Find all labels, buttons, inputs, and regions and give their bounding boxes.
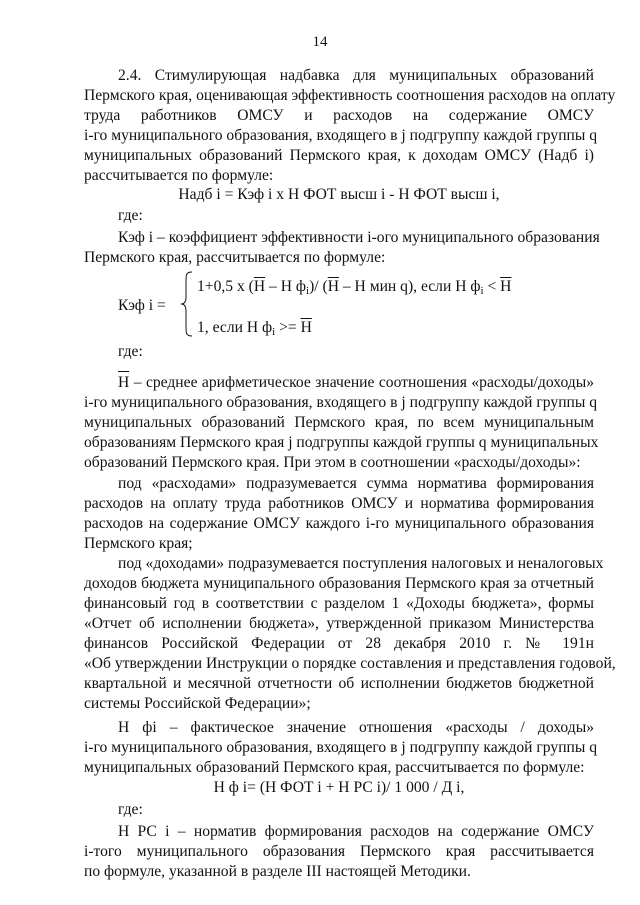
text-line: Пермского края, рассчитывается по формуле: — [84, 249, 386, 266]
text-line: финансов Российской Федерации от 28 декабря 2010 г. № 191н — [84, 635, 594, 652]
text-line: Кэф i – коэффициент эффективности i-ого муниципального образования — [118, 229, 600, 246]
text-line: образований Пермского края. При этом в соотношении «расходы/доходы»: — [84, 454, 581, 471]
text-line: системы Российской Федерации»; — [84, 695, 311, 712]
text-line: квартальной и месячной отчетности об исполнении бюджетов бюджетной — [84, 675, 594, 692]
text-line: под «расходами» подразумевается сумма норматива формирования — [118, 475, 594, 492]
where-label: где: — [118, 207, 143, 224]
mean-h: Н — [300, 319, 312, 336]
mean-h: Н — [253, 278, 266, 295]
text-line: Н фi – фактическое значение отношения «расходы / доходы» — [118, 719, 594, 736]
text-line: по формуле, указанной в разделе III настоящей Методики. — [84, 863, 471, 880]
text-line: i-го муниципального образования, входящего в j подгруппу каждой группы q — [84, 739, 598, 756]
text-line: Пермского края, оценивающая эффективность соотношения расходов на оплату — [84, 87, 616, 104]
text-line: «Об утверждении Инструкции о порядке составления и представления годовой, — [84, 655, 616, 672]
text-line: доходов бюджета муниципального образования Пермского края за отчетный — [84, 575, 594, 592]
text-line: Н – среднее арифметическое значение соотношения «расходы/доходы» — [118, 374, 594, 391]
text-line: муниципальных образований Пермского края, к доходам ОМСУ (Надб i) — [84, 147, 594, 164]
formula-nadb: Надб i = Кэф i x Н ФОТ высш i - Н ФОТ высш i, — [178, 186, 500, 203]
text-line: i-того муниципального образования Пермского края рассчитывается — [84, 843, 594, 860]
text-line: муниципальных образований Пермского края, по всем муниципальным — [84, 414, 594, 431]
paragraph-income — [84, 554, 616, 714]
text-line: Н РС i – норматив формирования расходов на содержание ОМСУ — [118, 823, 594, 840]
paragraph-nrs — [84, 822, 594, 882]
overbar-mark — [118, 371, 129, 372]
text-line: рассчитывается по формуле: — [84, 167, 274, 184]
text-line: i-го муниципального образования, входящего в j подгруппу каждой группы q — [84, 394, 598, 411]
text-line: под «доходами» подразумевается поступления налоговых и неналоговых — [118, 555, 604, 572]
text-line: 2.4. Стимулирующая надбавка для муниципальных образований — [118, 67, 594, 84]
paragraph-mean-h — [84, 373, 599, 473]
case-2-formula: 1, если Н $ф_i >= Н$ — [197, 319, 312, 338]
text-line: «Отчет об исполнении бюджета», утвержденной приказом Министерства — [84, 615, 594, 632]
where-label: где: — [118, 343, 143, 360]
mean-h: Н — [327, 278, 339, 295]
text-line: i-го муниципального образования, входящего в j подгруппу каждой группы q — [84, 127, 598, 144]
paragraph-actual — [84, 718, 598, 778]
left-brace — [180, 271, 194, 337]
paragraph-2-4 — [84, 66, 616, 186]
paragraph-expenses — [84, 474, 594, 554]
text-line: образованиям Пермского края j подгруппы каждой группы q муниципальных — [84, 434, 599, 451]
where-label: где: — [118, 801, 143, 818]
text-line: муниципальных образований Пермского края, рассчитывается по формуле: — [84, 759, 585, 776]
kef-label: Кэф i = — [118, 297, 166, 314]
mean-h: Н — [500, 278, 512, 295]
formula-nf: Н ф i= (Н ФОТ i + Н РС i)/ 1 000 / Д i, — [213, 779, 465, 796]
text-line: труда работников ОМСУ и расходов на содержание ОМСУ — [84, 107, 594, 124]
text-line: финансовый год в соответствии с разделом 1 «Доходы бюджета», формы — [84, 595, 594, 612]
text-line: расходов на оплату труда работников ОМСУ и норматива формирования — [84, 495, 594, 512]
case-1-formula: 1+0,5 x (Н – Н $ф_i)/$ (Н – Н мин q), если Н $ф_i < Н$ — [197, 278, 512, 297]
paragraph-kef — [84, 228, 600, 268]
text-line: Пермского края; — [84, 535, 193, 552]
page-number: 14 — [312, 34, 328, 50]
text-line: расходов на содержание ОМСУ каждого i-го муниципального образования — [84, 515, 594, 532]
